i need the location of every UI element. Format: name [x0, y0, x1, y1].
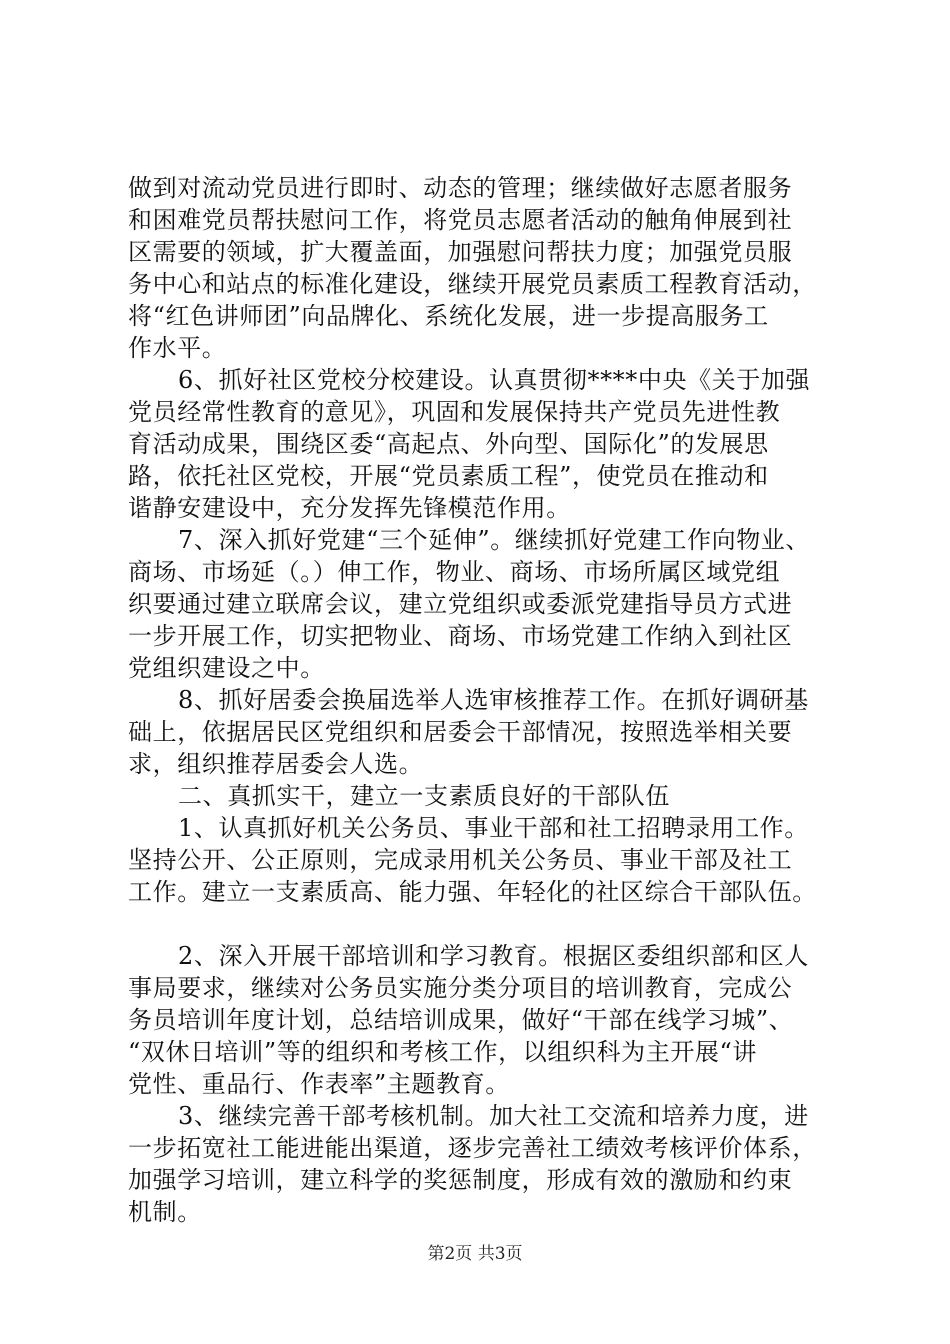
- body-line: 织要通过建立联席会议，建立党组织或委派党建指导员方式进: [128, 590, 793, 618]
- body-line: 坚持公开、公正原则，完成录用机关公务员、事业干部及社工: [128, 846, 793, 874]
- body-line: 区需要的领域，扩大覆盖面，加强慰问帮扶力度；加强党员服: [128, 238, 793, 266]
- body-line: 路，依托社区党校，开展“党员素质工程”，使党员在推动和: [128, 462, 769, 490]
- body-line: 谐静安建设中，充分发挥先锋模范作用。: [128, 494, 571, 522]
- body-line: 作水平。: [128, 334, 227, 362]
- body-line: 一步开展工作，切实把物业、商场、市场党建工作纳入到社区: [128, 622, 793, 650]
- body-line: 求，组织推荐居委会人选。: [128, 750, 424, 778]
- paragraph-start: 1、认真抓好机关公务员、事业干部和社工招聘录用工作。: [178, 814, 809, 842]
- paragraph-start: 2、深入开展干部培训和学习教育。根据区委组织部和区人: [178, 942, 809, 970]
- paragraph-start: 7、深入抓好党建“三个延伸”。继续抓好党建工作向物业、: [178, 526, 811, 554]
- section-heading: 二、真抓实干，建立一支素质良好的干部队伍: [178, 782, 670, 810]
- body-line: 和困难党员帮扶慰问工作，将党员志愿者活动的触角伸展到社: [128, 206, 793, 234]
- body-line: “双休日培训”等的组织和考核工作，以组织科为主开展“讲: [128, 1038, 758, 1066]
- body-line: 一步拓宽社工能进能出渠道，逐步完善社工绩效考核评价体系，: [128, 1134, 817, 1162]
- body-line: 党组织建设之中。: [128, 654, 325, 682]
- body-line: 加强学习培训，建立科学的奖惩制度，形成有效的激励和约束: [128, 1166, 793, 1194]
- body-line: 础上，依据居民区党组织和居委会干部情况，按照选举相关要: [128, 718, 793, 746]
- body-line: 机制。: [128, 1198, 202, 1226]
- body-line: 党性、重品行、作表率”主题教育。: [128, 1070, 510, 1098]
- blank-line: [128, 908, 848, 940]
- paragraph-start: 3、继续完善干部考核机制。加大社工交流和培养力度，进: [178, 1102, 809, 1130]
- body-line: 务中心和站点的标准化建设，继续开展党员素质工程教育活动，: [128, 270, 817, 298]
- body-line: 将“红色讲师团”向品牌化、系统化发展，进一步提高服务工: [128, 302, 769, 330]
- page-number-footer: 第2页 共3页: [427, 1244, 523, 1264]
- body-line: 工作。建立一支素质高、能力强、年轻化的社区综合干部队伍。: [128, 878, 817, 906]
- body-line: 育活动成果，围绕区委“高起点、外向型、国际化”的发展思: [128, 430, 769, 458]
- paragraph-start: 8、抓好居委会换届选举人选审核推荐工作。在抓好调研基: [178, 686, 809, 714]
- body-line: 党员经常性教育的意见》，巩固和发展保持共产党员先进性教: [128, 398, 781, 426]
- body-line: 做到对流动党员进行即时、动态的管理；继续做好志愿者服务: [128, 174, 793, 202]
- paragraph-start: 6、抓好社区党校分校建设。认真贯彻****中央《关于加强: [178, 366, 811, 394]
- body-line: 务员培训年度计划，总结培训成果，做好“干部在线学习城”、: [128, 1006, 794, 1034]
- document-body: [128, 172, 848, 1228]
- body-line: 事局要求，继续对公务员实施分类分项目的培训教育，完成公: [128, 974, 793, 1002]
- body-line: 商场、市场延（。）伸工作，物业、商场、市场所属区域党组: [128, 558, 781, 586]
